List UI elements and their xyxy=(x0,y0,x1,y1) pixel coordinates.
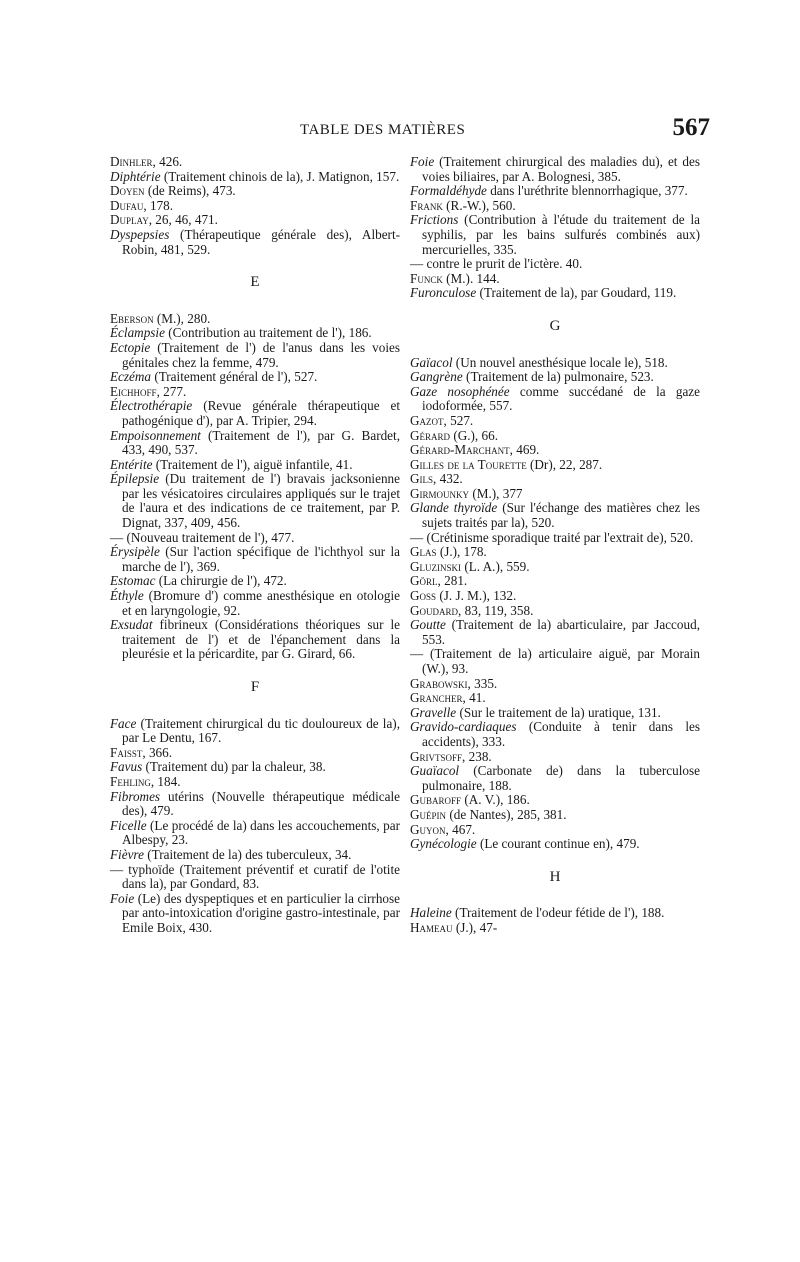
index-entry xyxy=(410,691,700,706)
entry-text: comme succédané de la gaze iodoformée, 557. xyxy=(422,383,701,414)
index-entry xyxy=(410,545,700,560)
index-entry xyxy=(410,677,700,692)
index-entry xyxy=(110,531,400,546)
entry-text: , 41. xyxy=(462,690,486,706)
entry-author: Gazot xyxy=(410,412,444,428)
entry-text: , 467. xyxy=(445,821,476,837)
entry-term: Électrothérapie xyxy=(110,398,193,414)
entry-term: Goutte xyxy=(410,617,446,633)
section-letter-g: G xyxy=(549,317,561,334)
entry-text: (Conduite à tenir dans les accidents), 333. xyxy=(422,719,700,749)
index-entry xyxy=(110,848,400,863)
entry-text: — (Traitement de la) articulaire aiguë, par Morain (W.), 93. xyxy=(410,646,700,676)
entry-text: (M.). 144. xyxy=(442,270,500,286)
left-column xyxy=(110,155,400,936)
entries-h xyxy=(410,906,700,935)
index-entry xyxy=(110,618,400,662)
index-entry xyxy=(410,458,700,473)
index-entry xyxy=(110,341,400,370)
entry-author: Faisst xyxy=(110,744,143,760)
entry-author: Grancher xyxy=(410,690,463,706)
index-entry xyxy=(110,399,400,428)
entry-term: Dyspepsies xyxy=(110,226,170,242)
entry-text: (Traitement du) par la chaleur, 38. xyxy=(142,759,326,775)
entry-term: Estomac xyxy=(110,573,156,589)
entry-author: Gluzinski xyxy=(410,558,462,574)
entry-text: (Traitement de l'), par G. Bardet, 433, 490, 537. xyxy=(122,427,400,458)
entry-text: (Sur le traitement de la) uratique, 131. xyxy=(456,704,661,720)
entry-text: (Traitement chirurgical du tic douloureux de la), par Le Dentu, 167. xyxy=(122,715,400,746)
entry-text: , 366. xyxy=(142,744,173,760)
index-entry xyxy=(110,589,400,618)
entry-term: Éclampsie xyxy=(110,325,165,341)
entry-text: (M.), 377 xyxy=(469,485,523,501)
entry-text: , 335. xyxy=(467,675,498,691)
index-entry xyxy=(110,370,400,385)
entry-text: (Traitement de la) pulmonaire, 523. xyxy=(462,369,654,385)
entry-term: Fièvre xyxy=(110,846,144,862)
section-letter-f: F xyxy=(250,679,260,695)
index-entry xyxy=(410,213,700,257)
entry-text: , 527. xyxy=(443,412,474,428)
index-entry xyxy=(110,326,400,341)
entry-text: , 426. xyxy=(152,154,183,169)
entries-d xyxy=(110,155,400,257)
entry-term: Exsudat xyxy=(110,617,153,633)
entry-term: Foie xyxy=(410,154,435,169)
index-entry xyxy=(110,545,400,574)
entry-author: Gils xyxy=(410,471,434,487)
index-entry xyxy=(410,487,700,502)
entry-text: , 277. xyxy=(156,383,187,399)
entry-author: Duplay xyxy=(110,212,149,228)
index-entry xyxy=(410,370,700,385)
entry-term: Face xyxy=(110,715,137,731)
entry-text: (Revue générale thérapeutique et pathogénique d'), par A. Tripier, 294. xyxy=(122,398,400,428)
index-entry xyxy=(110,775,400,790)
index-entry xyxy=(110,892,400,936)
entry-author: Girmounky xyxy=(410,485,470,501)
index-entry xyxy=(410,501,700,530)
entry-text: , 184. xyxy=(150,773,181,789)
index-entry xyxy=(110,790,400,819)
entry-text: — (Nouveau traitement de l'), 477. xyxy=(110,529,295,545)
section-letter-h: H xyxy=(549,868,561,885)
entry-text: (Un nouvel anesthésique locale le), 518. xyxy=(452,354,668,370)
entry-term: Ectopie xyxy=(110,339,151,355)
entry-text: (G.), 66. xyxy=(450,427,499,443)
entry-author: Doyen xyxy=(110,183,145,199)
entry-text: (M.), 280. xyxy=(153,310,211,326)
entry-text: , 26, 46, 471. xyxy=(148,212,218,228)
entry-author: Dinhler xyxy=(110,154,153,169)
entry-term: Diphtérie xyxy=(110,168,161,184)
entry-term: Eczéma xyxy=(110,369,152,385)
entry-text: — (Crétinisme sporadique traité par l'extrait de), 520. xyxy=(410,529,694,545)
index-entry xyxy=(410,720,700,749)
entry-text: (Traitement de l'odeur fétide de l'), 188. xyxy=(451,905,665,921)
entry-text: — contre le prurit de l'ictère. 40. xyxy=(410,256,583,272)
entry-text: (Dr), 22, 287. xyxy=(526,456,603,472)
entry-text: (Carbonate de) dans la tuberculose pulmonaire, 188. xyxy=(422,763,700,793)
entry-author: Görl xyxy=(410,573,438,589)
index-entry xyxy=(110,863,400,892)
entry-text: (R.-W.), 560. xyxy=(442,197,516,213)
index-entry xyxy=(410,618,700,647)
page-header xyxy=(110,116,710,144)
entry-author: Guyon xyxy=(410,821,446,837)
entry-term: Gynécologie xyxy=(410,836,477,852)
index-entry xyxy=(410,385,700,414)
entry-text: (J.), 47- xyxy=(452,919,498,935)
entry-author: Gérard-Marchant xyxy=(410,442,510,458)
entry-text: , 432. xyxy=(433,471,463,487)
entry-term: Entérite xyxy=(110,456,153,472)
index-entry xyxy=(110,228,400,257)
entry-text: , 178. xyxy=(143,197,174,213)
entry-term: Gravido-cardiaques xyxy=(410,719,517,735)
index-entry xyxy=(410,257,700,272)
entry-author: Funck xyxy=(410,270,443,286)
index-entry xyxy=(110,155,400,170)
index-entry xyxy=(410,184,700,199)
entry-text: (Sur l'échange des matières chez les sujets traités par la), 520. xyxy=(422,500,701,531)
entry-term: Gangrène xyxy=(410,369,463,385)
entry-text: (Traitement général de l'), 527. xyxy=(151,369,318,385)
entry-term: Gaïacol xyxy=(410,354,453,370)
entry-text: (Traitement de l') de l'anus dans les voies génitales chez la femme, 479. xyxy=(122,339,400,370)
entries-f-continued xyxy=(410,155,700,301)
entries-f xyxy=(110,717,400,936)
entry-text: (Traitement chirurgical des maladies du), et des voies biliaires, par A. Bolognesi, 385. xyxy=(422,154,700,184)
entry-author: Gubaroff xyxy=(410,792,462,808)
index-entry xyxy=(110,385,400,400)
entry-text: (Traitement de la), par Goudard, 119. xyxy=(476,285,677,301)
entry-author: Fehling xyxy=(110,773,151,789)
entry-text: (Traitement de l'), aiguë infantile, 41. xyxy=(152,456,353,472)
entries-e xyxy=(110,312,400,662)
index-entry xyxy=(410,764,700,793)
index-entry xyxy=(110,213,400,228)
entry-term: Furonculose xyxy=(410,285,477,301)
index-entry xyxy=(410,823,700,838)
entry-text: (Traitement de la) des tuberculeux, 34. xyxy=(143,846,352,862)
entry-author: Goss xyxy=(410,588,437,604)
index-entry xyxy=(410,199,700,214)
entry-text: (Contribution au traitement de l'), 186. xyxy=(164,325,372,341)
entry-text: (J. J. M.), 132. xyxy=(436,588,517,604)
entry-term: Érysipèle xyxy=(110,544,160,560)
index-entry xyxy=(410,589,700,604)
index-entry xyxy=(410,906,700,921)
entry-term: Gaze nosophénée xyxy=(410,383,510,399)
entry-text: , 469. xyxy=(509,442,540,458)
entry-text: utérins (Nouvelle thérapeutique médicale des), 479. xyxy=(122,788,400,819)
entry-text: (Bromure d') comme anesthésique en otologie et en laryngologie, 92. xyxy=(122,588,400,618)
running-title: TABLE DES MATIÈRES xyxy=(300,122,466,138)
entry-text: , 281. xyxy=(437,573,468,589)
entry-term: Frictions xyxy=(410,212,459,228)
index-entry xyxy=(110,574,400,589)
entry-author: Grabowski xyxy=(410,675,468,691)
entry-term: Ficelle xyxy=(110,817,147,833)
index-entry xyxy=(410,921,700,936)
index-entry xyxy=(110,717,400,746)
entry-author: Goudard xyxy=(410,602,459,618)
entry-author: Eichhoff xyxy=(110,383,157,399)
entry-term: Épilepsie xyxy=(110,471,160,487)
entry-text: (Traitement de la) abarticulaire, par Jaccoud, 553. xyxy=(422,617,700,647)
index-entry xyxy=(110,184,400,199)
entry-term: Guaïacol xyxy=(410,763,460,779)
index-entry xyxy=(410,429,700,444)
entry-text: (Traitement chinois de la), J. Matignon, 157. xyxy=(160,168,400,184)
index-entry xyxy=(410,837,700,852)
entry-author: Hameau xyxy=(410,919,453,935)
entry-author: Gilles de la Tourette xyxy=(410,456,527,472)
index-entry xyxy=(410,472,700,487)
index-entry xyxy=(410,647,700,676)
entry-text: fibrineux (Considérations théoriques sur le traitement de l') et de l'épanchement dans la pleurésie et la péricardite, par G. Girard, 66. xyxy=(122,617,400,662)
index-entry xyxy=(410,793,700,808)
entry-text: (A. V.), 186. xyxy=(461,792,530,808)
entry-text: (de Reims), 473. xyxy=(144,183,236,199)
index-entry xyxy=(110,760,400,775)
index-entry xyxy=(410,155,700,184)
entry-term: Éthyle xyxy=(110,588,144,604)
entry-text: (Contribution à l'étude du traitement de la syphilis, par les bains sulfurés combinés aux) mercurielles, 335. xyxy=(422,212,700,257)
index-entry xyxy=(410,808,700,823)
entry-term: Empoisonnement xyxy=(110,427,201,443)
entry-author: Glas xyxy=(410,544,437,560)
index-entry xyxy=(410,286,700,301)
index-entry xyxy=(410,356,700,371)
entry-term: Favus xyxy=(110,759,143,775)
entry-text: (Le) des dyspeptiques et en particulier la cirrhose par anto-intoxication d'origine gastro-intestinale, par Emile Boix, 430. xyxy=(122,890,400,935)
entry-text: , 83, 119, 358. xyxy=(458,602,534,618)
entry-text: (Le procédé de la) dans les accouchements, par Albespy, 23. xyxy=(122,817,400,848)
right-column xyxy=(410,155,700,936)
entry-author: Gérard xyxy=(410,427,451,443)
entry-text: (Thérapeutique générale des), Albert-Robin, 481, 529. xyxy=(122,226,400,257)
entry-author: Guépin xyxy=(410,806,447,822)
entry-text: dans l'uréthrite blennorrhagique, 377. xyxy=(486,183,688,199)
entry-term: Foie xyxy=(110,890,135,906)
entry-term: Haleine xyxy=(410,905,452,921)
entries-g xyxy=(410,356,700,852)
index-entry xyxy=(410,531,700,546)
entry-text: (de Nantes), 285, 381. xyxy=(446,806,567,822)
index-entry xyxy=(410,750,700,765)
section-letter-e: E xyxy=(250,274,260,291)
index-entry xyxy=(110,746,400,761)
index-entry xyxy=(410,604,700,619)
entry-text: (J.), 178. xyxy=(436,544,487,560)
index-entry xyxy=(110,199,400,214)
entry-term: Glande thyroïde xyxy=(410,500,498,516)
index-entry xyxy=(410,560,700,575)
entry-author: Dufau xyxy=(110,197,144,213)
entry-author: Eberson xyxy=(110,310,154,326)
index-entry xyxy=(110,429,400,458)
entry-text: (L. A.), 559. xyxy=(461,558,530,574)
entry-text: (La chirurgie de l'), 472. xyxy=(155,573,287,589)
index-entry xyxy=(410,443,700,458)
index-entry xyxy=(110,458,400,473)
entry-term: Gravelle xyxy=(410,704,457,720)
entry-text: — typhoïde (Traitement préventif et curatif de l'otite dans la), par Gondard, 83. xyxy=(110,861,400,892)
index-entry xyxy=(410,414,700,429)
index-entry xyxy=(110,819,400,848)
index-entry xyxy=(410,574,700,589)
entry-text: (Sur l'action spécifique de l'ichthyol sur la marche de l'), 369. xyxy=(122,544,400,574)
entry-author: Frank xyxy=(410,197,443,213)
entry-author: Grivtsoff xyxy=(410,748,463,764)
entry-term: Formaldéhyde xyxy=(410,183,487,199)
index-entry xyxy=(110,472,400,530)
entry-text: , 238. xyxy=(462,748,492,764)
index-entry xyxy=(410,272,700,287)
index-entry xyxy=(110,312,400,327)
entry-text: (Du traitement de l') bravais jacksonienne par les vésicatoires circulaires appliqués sur le trajet de l'aura et des indications de ce traitement, par P. Dignat, 337, 409, 456. xyxy=(122,471,400,531)
entry-term: Fibromes xyxy=(110,788,161,804)
page-number: 567 xyxy=(672,114,710,141)
entry-text: (Le courant continue en), 479. xyxy=(476,836,640,852)
index-entry xyxy=(110,170,400,185)
index-entry xyxy=(410,706,700,721)
